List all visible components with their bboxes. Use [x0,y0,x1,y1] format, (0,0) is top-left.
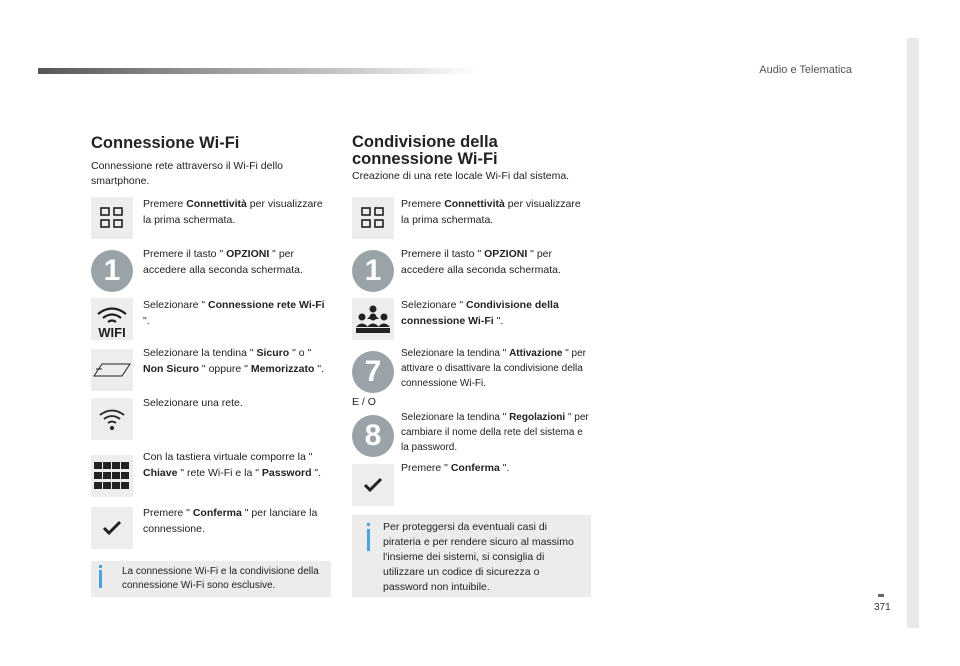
header-rule [38,68,478,74]
checkmark-icon [352,464,394,506]
left-step-1-text: Premere Connettività per visualizzare la prima schermata. [143,198,323,226]
page-number: 371 [874,602,891,613]
right-step-3-text: Selezionare " Condivisione della connessione Wi-Fi ". [401,299,559,327]
right-title-line2: connessione Wi-Fi [352,150,498,168]
checkmark-icon [91,507,133,549]
right-title-line1: Condivisione della [352,133,498,151]
left-step-4-text: Selezionare la tendina " Sicuro " o " Non Sicuro " oppure " Memorizzato ". [143,347,324,375]
left-column [91,135,331,189]
side-strip [907,38,919,628]
info-icon [99,565,102,568]
grid-apps-icon [91,197,133,239]
and-or-label: E / O [352,396,376,408]
step-number-7: 7 [352,351,394,393]
left-info-note [91,561,331,597]
right-step-6-text: Premere " Conferma ". [401,462,510,474]
grid-apps-icon [352,197,394,239]
keyboard-icon [91,455,133,497]
right-step-5-text: Selezionare la tendina " Regolazioni " per cambiare il nome della rete del sistema e la password. [401,412,589,453]
right-step-2-text: Premere il tasto " OPZIONI " per accedere alla seconda schermata. [401,248,561,276]
left-title: Connessione Wi-Fi [91,134,240,152]
wifi-icon [91,398,133,440]
left-step-3-text: Selezionare " Connessione rete Wi-Fi ". [143,299,325,327]
step-number-1: 1 [91,250,133,292]
left-step-6-text: Con la tastiera virtuale comporre la " Chiave " rete Wi-Fi e la " Password ". [143,451,322,479]
left-note-text: La connessione Wi-Fi e la condivisione della connessione Wi-Fi sono esclusive. [122,566,319,591]
svg-text:WIFI: WIFI [98,325,126,339]
left-step-2-text: Premere il tasto " OPZIONI " per accedere alla seconda schermata. [143,248,303,276]
right-info-note [352,515,591,597]
right-column [352,134,602,184]
step-number-8: 8 [352,415,394,457]
step-number-1: 1 [352,250,394,292]
right-note-text: Per proteggersi da eventuali casi di pirateria e per rendere sicuro al massimo l'insieme dei sistemi, si consiglia di utilizzare un codice di sicurezza o password non intuibile. [383,521,574,593]
right-intro: Creazione di una rete locale Wi-Fi dal sistema. [352,170,570,182]
users-icon [352,298,394,340]
info-icon [367,523,370,526]
right-step-1-text: Premere Connettività per visualizzare la prima schermata. [401,198,581,226]
left-step-7-text: Premere " Conferma " per lanciare la connessione. [143,507,318,535]
dropdown-icon [91,349,133,391]
right-step-4-text: Selezionare la tendina " Attivazione " per attivare o disattivare la condivisione della connessione Wi-Fi. [401,348,586,389]
page-marker [878,594,884,597]
section-title: Audio e Telematica [759,64,852,76]
left-intro: Connessione rete attraverso il Wi-Fi dello smartphone. [91,160,283,187]
wifi-text-icon [91,298,133,340]
left-step-5-text: Selezionare una rete. [143,397,243,409]
